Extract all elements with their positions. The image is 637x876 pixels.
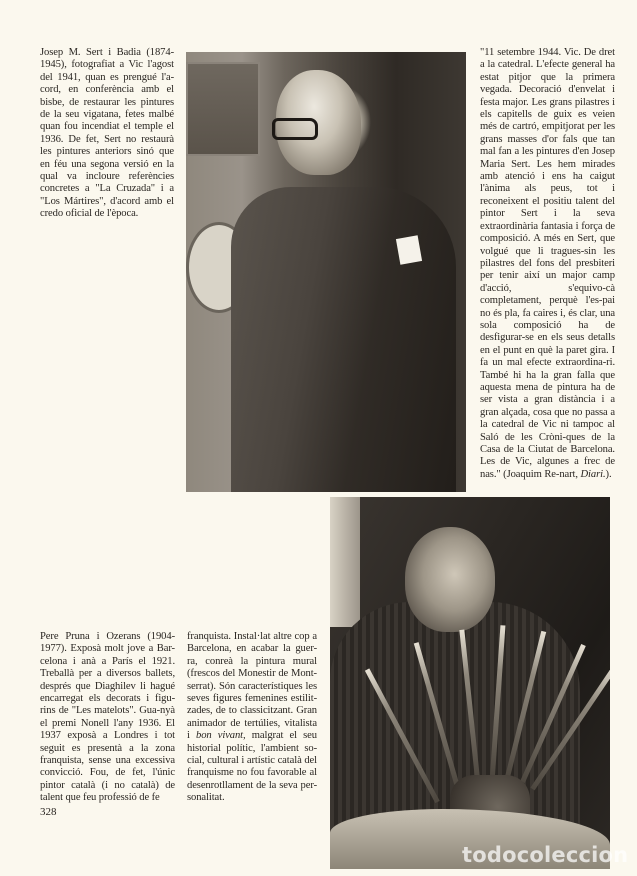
renart-quote: "11 setembre 1944. Vic. De dret a la catedral. L'efecte general ha estat pitjor que la primera vegada. Decoració d'envelat i festa major. Les grans pilastres i els capitells de guix es veien més de cartró, empitjorat per les grans masses d'or fals que tan mal fan a les pintures d'en Josep Maria Sert. Les hem mirades amb atenció i ens ha caigut l'ànima als peus, tot i reconeixent el positiu talent del pintor Sert i la seva extraordinària fantasia i força de composició. A més en Sert, que volgué que li tragues-sin les pilastres del fons del presbiteri per tenir així un major camp d'acció, s'equivo-cà completament, perquè l'es-pai no és pla, fa caires i, és clar, una sola composició ha de desfigurar-se en els seus detalls en el punt en què la paret gira. I fa un mal efecte extraordina-ri. També hi ha la gran falla que aquesta mena de pintura ha de ser vista a gran distància i a gran alçada, cosa que no passa a la catedral de Vic ni tampoc al Saló de les Cròni-ques de la Casa de la Ciutat de Barcelona. Les de Vic, algunes a frec de nas." (Joaquim Re-nart, (480, 47, 615, 480)
pruna-col2-a: franquista. Instal·lat altre cop a Barcelona, en acabar la guer-ra, conreà la pintura mural (frescos del Monestir de Mont-serrat). Són característiques les seves figures femenines estilit-zades, de to classicitzant. Gran animador de tertúlies, vitalista i (187, 631, 317, 742)
renart-source: Diari. (580, 468, 606, 480)
photo-figure-suit (231, 187, 456, 492)
caption-renart-quote (480, 47, 615, 481)
caption-pruna-column-1 (40, 631, 175, 805)
pruna-col2-b: malgrat el seu historial polític, l'ambient so-cial, cultural i artístic català del franquisme no fou favorable al desenrotllament de la seva per-sonalitat. (187, 730, 317, 804)
photo-pere-pruna (330, 497, 610, 869)
photo-josep-m-sert (186, 52, 466, 492)
photo-background-panel (186, 62, 260, 156)
photo-background-curtain (330, 497, 360, 627)
caption-pruna-column-2 (187, 631, 317, 805)
caption-sert (40, 47, 174, 221)
photo-figure-pocket-square (396, 235, 422, 264)
photo-figure-head (405, 527, 495, 632)
photo-figure-glasses (272, 118, 318, 140)
caption-sert-text: Josep M. Sert i Badia (1874-1945), fotografiat a Vic l'agost del 1941, quan es prengué l'a-cord, en conferència amb el bisbe, de restaurar les pintures de la seu vigatana, fetes malbé quan fou incendiat el temple el 1936. De fet, Sert no restaurà les pintures anteriors sinó que en féu una segona versió en la qual va incloure referències concretes a "La Cruzada" i a "Los Mártires", d'acord amb el credo oficial de l'època. (40, 47, 174, 220)
caption-renart-text (480, 47, 615, 481)
pruna-col2-italic: bon vivant, (196, 730, 246, 742)
watermark: todocoleccion (462, 843, 629, 867)
renart-end: ). (605, 468, 612, 480)
caption-pruna-text-2 (187, 631, 317, 805)
page-number: 328 (40, 806, 57, 818)
caption-pruna-text-1: Pere Pruna i Ozerans (1904-1977). Exposà molt jove a Bar-celona i anà a París el 1921. Treballà per a diversos ballets, després que Diaghilev li hagué encarregat els decorats i figu-rins de "Les matelots". Gua-nyà el premi Nonell l'any 1936. El 1937 exposà a Londres i tot seguit es presentà a la zona franquista, sense una excessiva convicció. Fou, de fet, l'únic pintor català (i no català) de talent que feu professió de fe (40, 631, 175, 804)
